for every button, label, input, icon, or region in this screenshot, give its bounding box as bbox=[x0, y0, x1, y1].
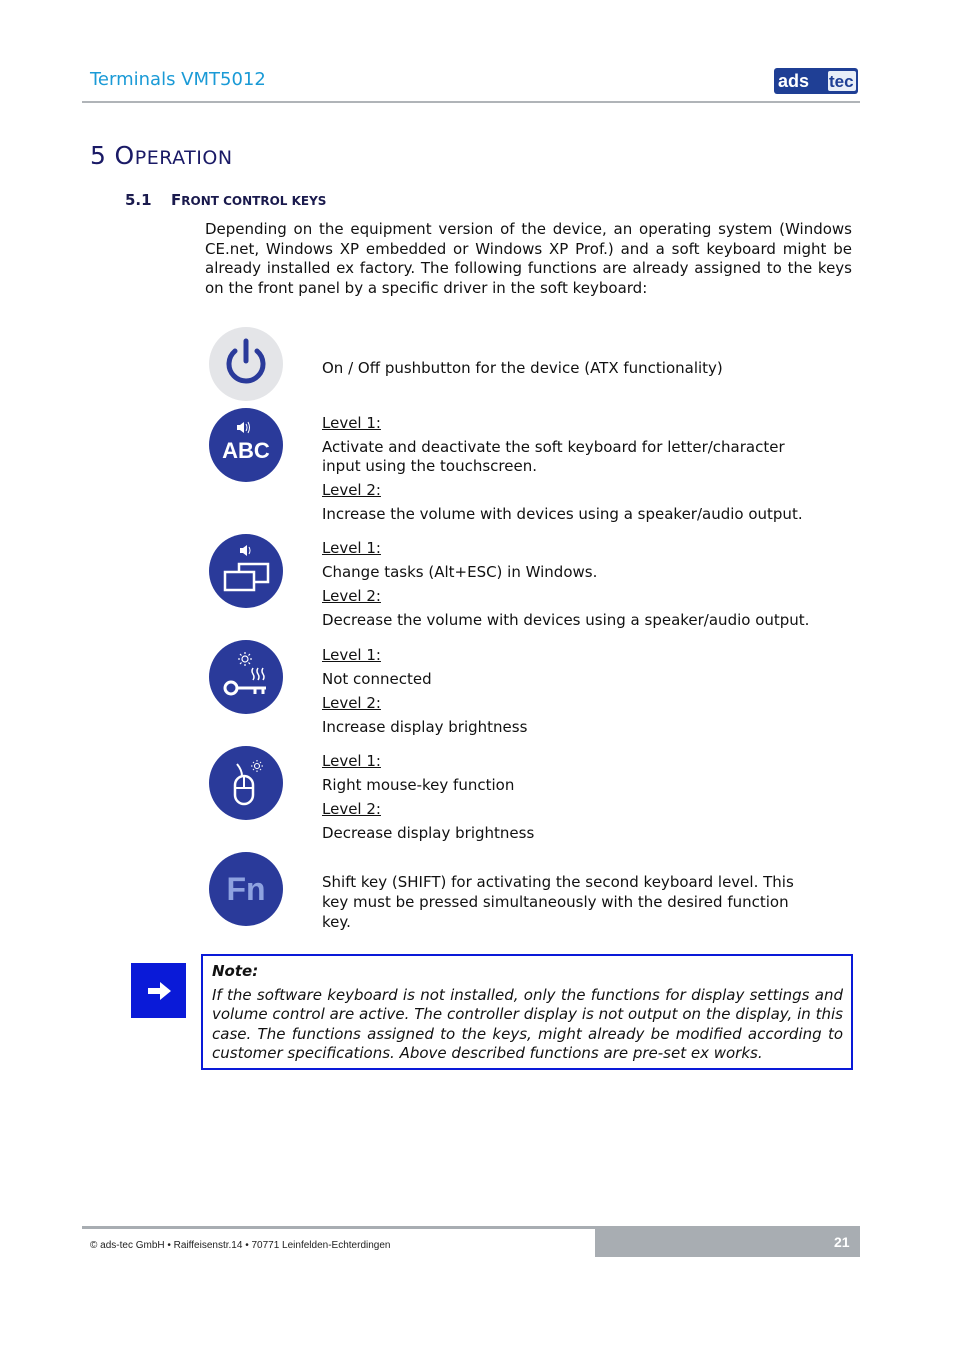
key-abc-level1-text: Activate and deactivate the soft keyboard for letter/character input using the touchscreen. bbox=[322, 438, 785, 475]
key-task-text bbox=[322, 539, 822, 630]
key-brightness-up-level2-text: Increase display brightness bbox=[322, 718, 528, 736]
svg-text:tec: tec bbox=[829, 72, 854, 91]
key-abc-level2-label: Level 2: bbox=[322, 481, 381, 499]
section-title-rest: RONT CONTROL KEYS bbox=[181, 194, 327, 208]
chapter-first-letter: O bbox=[114, 141, 135, 170]
fn-icon-text: Fn bbox=[226, 871, 266, 907]
key-brightness-up-text bbox=[322, 646, 822, 737]
key-abc-level2-text: Increase the volume with devices using a speaker/audio output. bbox=[322, 505, 803, 523]
ads-tec-logo bbox=[774, 68, 858, 94]
section-first-letter: F bbox=[171, 191, 182, 209]
key-mouse-level1-label: Level 1: bbox=[322, 752, 381, 770]
footer-page-bar bbox=[595, 1229, 860, 1257]
header-title: Terminals VMT5012 bbox=[90, 69, 266, 90]
key-task-level2-text: Decrease the volume with devices using a speaker/audio output. bbox=[322, 611, 810, 629]
key-mouse-text bbox=[322, 752, 822, 843]
key-mouse-level2-text: Decrease display brightness bbox=[322, 824, 535, 842]
section-heading bbox=[125, 191, 326, 209]
key-brightness-up-level1-label: Level 1: bbox=[322, 646, 381, 664]
chapter-heading bbox=[90, 141, 233, 170]
fn-icon bbox=[209, 852, 283, 926]
svg-text:ads: ads bbox=[778, 71, 810, 91]
intro-paragraph: Depending on the equipment version of the device, an operating system (Windows CE.net, Windows XP embedded or Windows XP Prof.) and a soft keyboard might be already installed ex factory. The following functions are already assigned to the keys on the front panel by a specific driver in the soft keyboard: bbox=[205, 220, 852, 297]
chapter-number: 5 bbox=[90, 141, 107, 170]
section-number: 5.1 bbox=[125, 191, 152, 209]
key-abc-level1-label: Level 1: bbox=[322, 414, 381, 432]
chapter-title-rest: PERATION bbox=[134, 147, 233, 169]
mouse-brightness-down-icon bbox=[209, 746, 283, 820]
key-mouse-level2-label: Level 2: bbox=[322, 800, 381, 818]
key-task-level2-label: Level 2: bbox=[322, 587, 381, 605]
note-title: Note: bbox=[212, 962, 259, 980]
note-body: If the software keyboard is not installed, only the functions for display settings and volume control are active. The controller display is not output on the display, in this case. The functions assigned to the keys, might already be modified according to customer specifications. Above described functions are pre-set ex works. bbox=[212, 985, 843, 1062]
key-brightness-up-level1-text: Not connected bbox=[322, 670, 432, 688]
power-icon bbox=[209, 327, 283, 401]
key-task-level1-text: Change tasks (Alt+ESC) in Windows. bbox=[322, 563, 598, 581]
arrow-right-icon bbox=[131, 963, 186, 1018]
key-abc-text bbox=[322, 414, 822, 524]
abc-volume-up-icon bbox=[209, 408, 283, 482]
key-power-description: On / Off pushbutton for the device (ATX functionality) bbox=[322, 359, 723, 377]
page-number: 21 bbox=[834, 1234, 850, 1250]
key-brightness-up-icon bbox=[209, 640, 283, 714]
key-task-level1-label: Level 1: bbox=[322, 539, 381, 557]
abc-icon-text: ABC bbox=[222, 438, 270, 463]
note-box bbox=[201, 954, 853, 1070]
key-brightness-up-level2-label: Level 2: bbox=[322, 694, 381, 712]
footer-company: © ads-tec GmbH • Raiffeisenstr.14 • 70771 Leinfelden-Echterdingen bbox=[90, 1240, 391, 1251]
header-rule bbox=[82, 101, 860, 103]
task-switch-volume-down-icon bbox=[209, 534, 283, 608]
key-mouse-level1-text: Right mouse-key function bbox=[322, 776, 515, 794]
key-fn-description: Shift key (SHIFT) for activating the second keyboard level. This key must be pressed simultaneously with the desired function key. bbox=[322, 873, 794, 931]
